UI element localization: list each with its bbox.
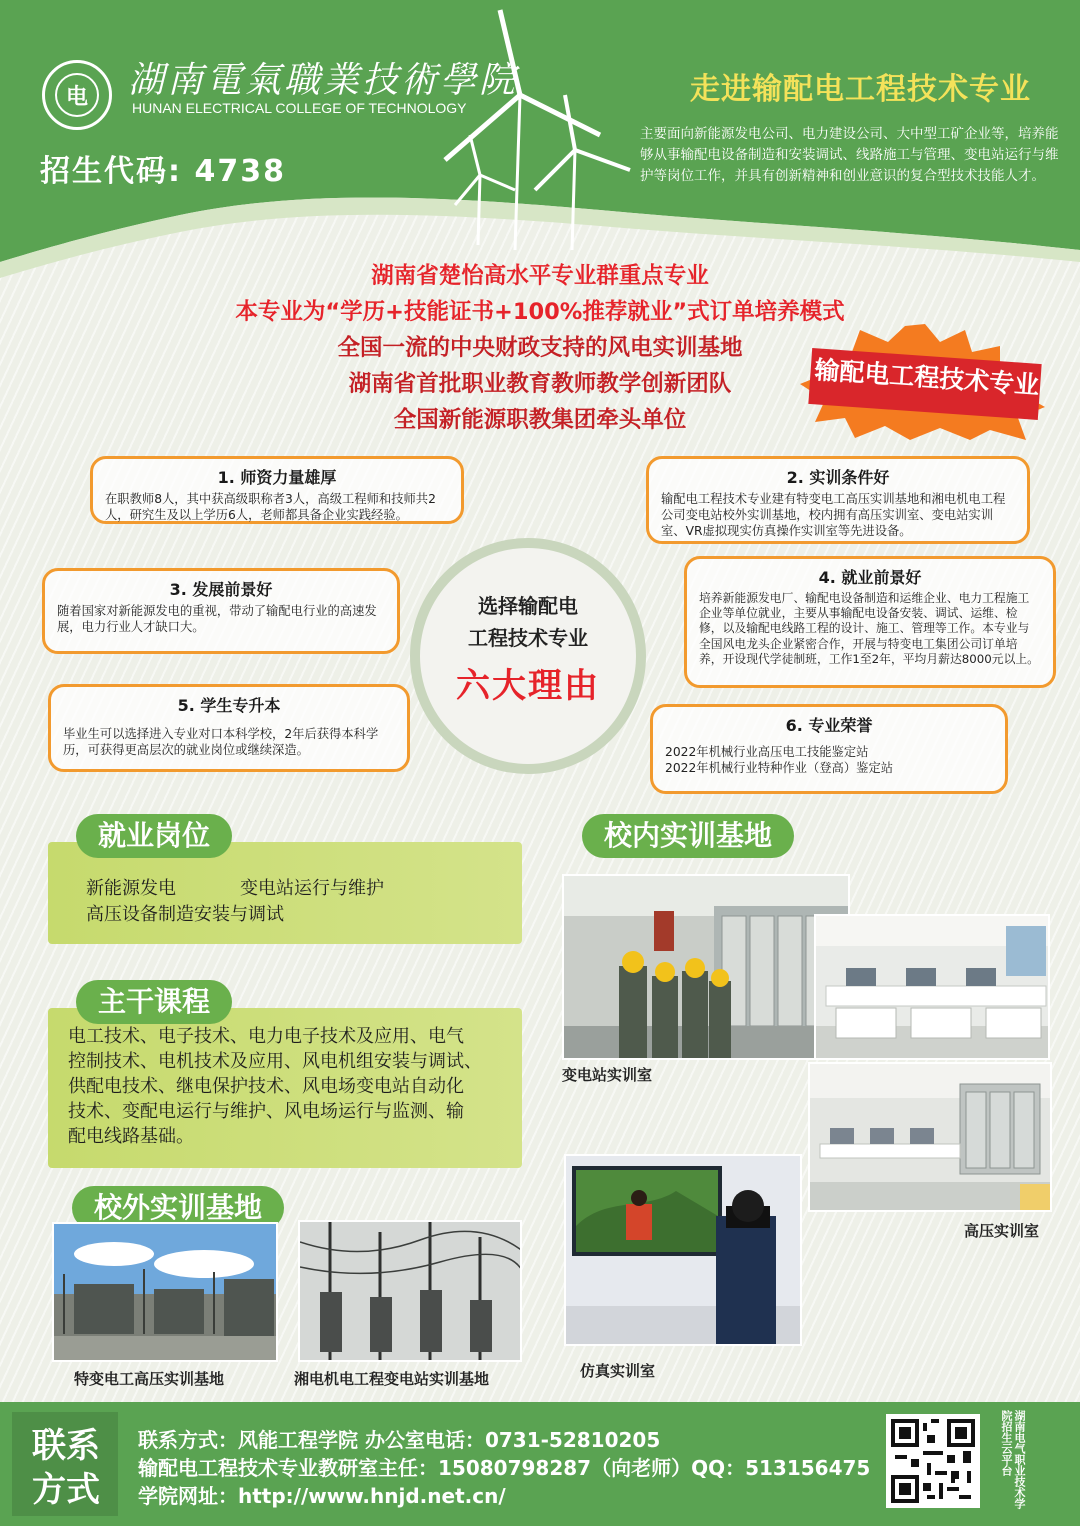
major-badge-label: 输配电工程技术专业 [813, 355, 1041, 400]
six-reasons-circle [410, 538, 646, 774]
course-line: 配电线路基础。 [68, 1126, 194, 1147]
reason-body: 随着国家对新能源发电的重视，带动了输配电行业的高速发展，电力行业人才缺口大。 [57, 604, 377, 634]
reason-title: 4. 就业前景好 [818, 568, 922, 587]
simulation-lab-photo [564, 1154, 802, 1346]
college-logo [42, 60, 112, 130]
xemc-substation-photo [298, 1220, 522, 1362]
job-item: 新能源发电 [86, 878, 176, 899]
external-base-label: 校外实训基地 [72, 1186, 284, 1230]
intro-title: 走进输配电工程技术专业 [690, 72, 1031, 107]
reason-body: 输配电工程技术专业建有特变电工高压实训基地和湘电机电工程公司变电站校外实训基地，校内拥有高压实训室、变电站实训室、VR虚拟现实仿真操作实训室等先进设备。 [661, 492, 1006, 538]
high-voltage-lab-photo-1 [814, 914, 1050, 1060]
reason-card-6 [650, 704, 1008, 794]
reason-body: 毕业生可以选择进入专业对口本科学校，2年后获得本科学历，可获得更高层次的就业岗位或继续深造。 [63, 727, 379, 757]
course-line: 控制技术、电机技术及应用、风电机组安装与调试、 [68, 1051, 482, 1072]
six-reasons-line1: 选择输配电 [478, 594, 578, 618]
intro-text: 主要面向新能源发电公司、电力建设公司、大中型工矿企业等，培养能够从事输配电设备制造和安装调试、线路施工与管理、变电站运行与维护等岗位工作，并具有创新精神和创业意识的复合型技术技能人才。 [640, 126, 1059, 184]
reason-body: 培养新能源发电厂、输配电设备制造和运维企业、电力工程施工企业等单位就业，主要从事输配电设备安装、调试、运维、检修，以及输配电线路工程的设计、施工、管理等工作。本专业与全国风电龙头企业紧密合作，开展与特变电工集团公司订单培养，开设现代学徒制班，工作1至2年，平均月薪达8000元以上。 [699, 591, 1039, 666]
reason-card-5 [48, 684, 410, 772]
reason-title: 6. 专业荣誉 [785, 716, 873, 735]
six-reasons-title: 六大理由 [456, 666, 600, 706]
photo-caption: 高压实训室 [964, 1222, 1040, 1240]
footer-label-line2: 方式 [32, 1470, 100, 1510]
highlight-line: 全国一流的中央财政支持的风电实训基地 [337, 335, 743, 361]
tbea-base-photo [52, 1222, 278, 1362]
course-line: 电工技术、电子技术、电力电子技术及应用、电气 [68, 1026, 464, 1047]
photo-caption: 仿真实训室 [580, 1362, 656, 1380]
contact-office: 联系方式：风能工程学院 办公室电话：0731-52810205 [138, 1428, 661, 1452]
reason-title: 5. 学生专升本 [177, 696, 281, 715]
college-logo-mark: 电 [55, 73, 99, 117]
photo-caption: 特变电工高压实训基地 [74, 1370, 225, 1388]
job-item: 变电站运行与维护 [240, 878, 384, 899]
reason-body-line: 2022年机械行业高压电工技能鉴定站 [665, 745, 869, 759]
highlight-line: 湖南省首批职业教育教师教学创新团队 [348, 371, 732, 397]
contact-director: 输配电工程技术专业教研室主任：15080798287（向老师）QQ：513156475 [138, 1456, 871, 1480]
reason-body: 在职教师8人，其中获高级职称者3人，高级工程师和技师共2人，研究生及以上学历6人，老师都具备企业实践经验。 [105, 492, 436, 522]
college-name-english: HUNAN ELECTRICAL COLLEGE OF TECHNOLOGY [132, 100, 467, 116]
internal-base-label: 校内实训基地 [582, 814, 794, 858]
college-website-link[interactable]: 学院网址：http://www.hnjd.net.cn/ [138, 1484, 506, 1508]
footer-label-line1: 联系 [32, 1426, 100, 1466]
qr-code-caption: 湖南电气职业技术学院招生云平台 [1000, 1410, 1026, 1509]
courses-list [68, 1024, 482, 1149]
highlight-line: 本专业为“学历+技能证书+100%推荐就业”式订单培养模式 [235, 299, 845, 325]
reason-title: 3. 发展前景好 [169, 580, 273, 599]
highlight-line: 全国新能源职教集团牵头单位 [393, 407, 687, 433]
course-line: 技术、变配电运行与维护、风电场运行与监测、输 [68, 1101, 464, 1122]
substation-lab-photo [562, 874, 850, 1060]
reason-card-2 [646, 456, 1030, 544]
highlight-line: 湖南省楚怡高水平专业群重点专业 [371, 263, 709, 289]
photo-caption: 湘电机电工程变电站实训基地 [294, 1370, 490, 1388]
six-reasons-line2: 工程技术专业 [468, 626, 588, 650]
reason-title: 1. 师资力量雄厚 [217, 468, 337, 487]
reason-body-line: 2022年机械行业特种作业（登高）鉴定站 [665, 761, 894, 775]
college-name-chinese: 湖南電氣職業技術學院 [128, 60, 519, 101]
enrollment-code: 招生代码: 4738 [40, 154, 286, 189]
job-item: 高压设备制造安装与调试 [86, 904, 284, 925]
course-line: 供配电技术、继电保护技术、风电场变电站自动化 [68, 1076, 464, 1097]
reason-card-1 [90, 456, 464, 524]
reason-card-3 [42, 568, 400, 654]
courses-section-label: 主干课程 [76, 980, 232, 1024]
photo-caption: 变电站实训室 [562, 1066, 653, 1084]
reason-card-4 [684, 556, 1056, 688]
jobs-section-label: 就业岗位 [76, 814, 232, 858]
reason-title: 2. 实训条件好 [786, 468, 890, 487]
enrollment-qr-code[interactable] [886, 1414, 980, 1508]
high-voltage-lab-photo-2 [808, 1062, 1052, 1212]
